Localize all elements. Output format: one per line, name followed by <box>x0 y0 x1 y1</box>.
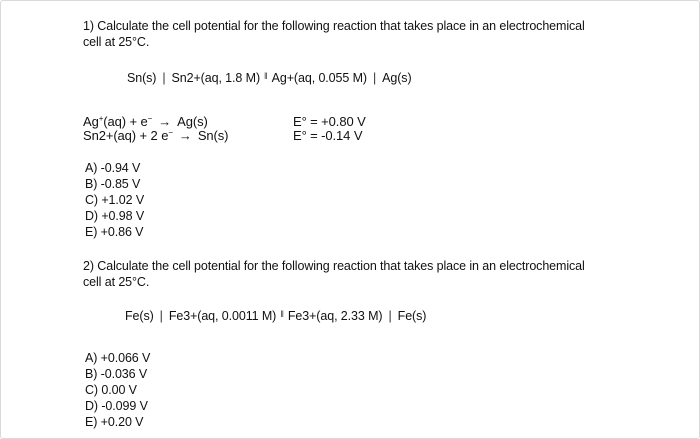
phase-boundary: | <box>388 309 392 323</box>
reaction-arrow-icon: → <box>158 114 172 129</box>
salt-bridge: ‖ <box>280 309 284 319</box>
q1-prompt-line1: 1) Calculate the cell potential for the following reaction that takes place in an electrochemical <box>83 19 585 33</box>
half1-charge: + <box>98 114 104 123</box>
q1-option-a: A) -0.94 V <box>85 161 141 175</box>
phase-boundary: | <box>162 71 166 85</box>
q2-option-a: A) +0.066 V <box>85 351 151 365</box>
q1-cell-notation <box>127 71 412 87</box>
q2-option-e: E) +0.20 V <box>85 415 144 429</box>
q2-prompt-line2: cell at 25°C. <box>83 275 150 289</box>
phase-boundary: | <box>372 71 377 85</box>
q2-option-d: D) -0.099 V <box>85 399 148 413</box>
q2-option-b: B) -0.036 V <box>85 367 148 381</box>
half1-reactant-rest: (aq) + e <box>103 114 148 129</box>
q2-cell-notation <box>125 309 426 325</box>
q2-anode: Fe(s) <box>125 309 154 323</box>
q1-half1-potential: E° = +0.80 V <box>293 114 366 129</box>
q1-half2-potential: E° = -0.14 V <box>293 128 363 143</box>
q1-prompt-line2: cell at 25°C. <box>83 35 150 49</box>
half1-electron-charge: − <box>147 114 153 123</box>
reaction-arrow-icon: → <box>178 128 192 143</box>
salt-bridge: ‖ <box>264 71 268 81</box>
q1-option-e: E) +0.86 V <box>85 225 144 239</box>
phase-boundary: | <box>159 309 163 323</box>
q1-option-b: B) -0.85 V <box>85 177 141 191</box>
q2-option-c: C) 0.00 V <box>85 383 137 397</box>
q1-cathode-ion: Ag+(aq, 0.055 M) <box>271 71 367 85</box>
q2-anode-ion: Fe3+(aq, 0.0011 M) <box>168 309 277 323</box>
half2-product: Sn(s) <box>197 128 229 143</box>
q2-prompt-line1: 2) Calculate the cell potential for the following reaction that takes place in an electrochemical <box>83 259 585 273</box>
q2-cathode: Fe(s) <box>397 309 427 323</box>
half1-reactant: Ag <box>83 114 99 129</box>
q1-half-reaction-2 <box>83 128 228 145</box>
q1-option-c: C) +1.02 V <box>85 193 145 207</box>
q1-anode-ion: Sn2+(aq, 1.8 M) <box>171 71 261 85</box>
half2-electron-charge: − <box>168 128 173 137</box>
q1-anode: Sn(s) <box>127 71 157 85</box>
half2-reactant: Sn2+(aq) + 2 e <box>83 128 169 143</box>
q1-option-d: D) +0.98 V <box>85 209 145 223</box>
q1-cathode: Ag(s) <box>382 71 412 85</box>
half1-product: Ag(s) <box>177 114 208 129</box>
q2-cathode-ion: Fe3+(aq, 2.33 M) <box>287 309 383 323</box>
